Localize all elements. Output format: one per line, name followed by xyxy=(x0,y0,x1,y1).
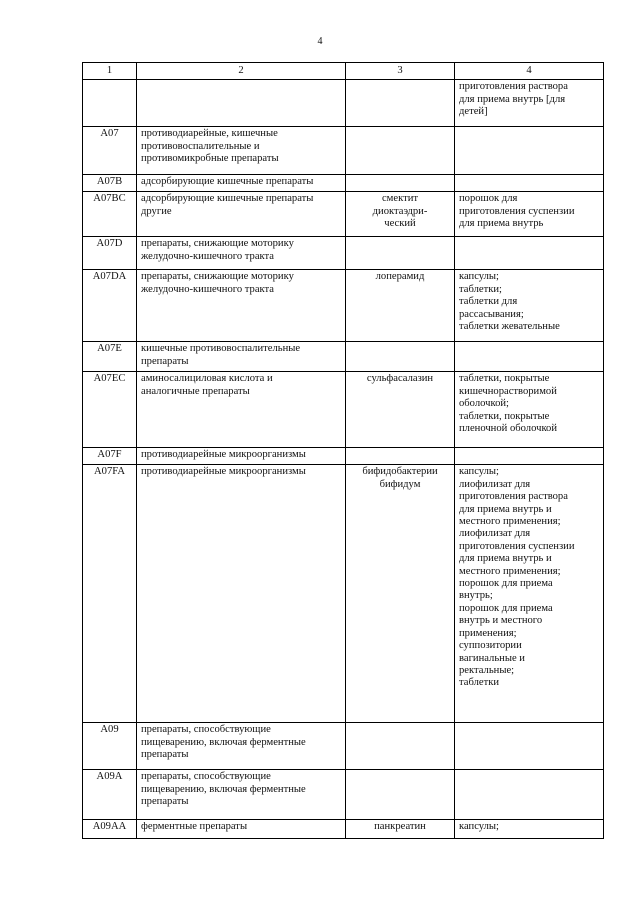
inn-cell xyxy=(346,372,455,448)
forms-cell xyxy=(455,770,604,820)
cell-text-line: вагинальные и xyxy=(459,652,525,664)
cell-text-line: для приема внутрь и xyxy=(459,553,552,565)
cell-text-line: противовоспалительные и xyxy=(141,140,260,152)
name-cell xyxy=(137,342,346,372)
cell-text-line: A09AA xyxy=(92,821,127,833)
cell-text-line: таблетки; xyxy=(459,283,502,295)
cell-text-line: аналогичные препараты xyxy=(141,385,250,397)
forms-cell xyxy=(455,448,604,465)
table-body xyxy=(83,80,604,839)
forms-cell xyxy=(455,237,604,270)
table-row xyxy=(83,270,604,342)
cell-text-line: суппозитории xyxy=(459,640,522,652)
name-cell xyxy=(137,237,346,270)
cell-text-line: лиофилизат для xyxy=(459,478,531,490)
code-cell xyxy=(83,175,137,192)
name-cell xyxy=(137,192,346,237)
cell-text-line: таблетки, покрытые xyxy=(459,373,550,385)
name-cell xyxy=(137,270,346,342)
page-number: 4 xyxy=(317,36,323,47)
inn-cell xyxy=(346,127,455,175)
cell-text-line: лиофилизат для xyxy=(459,528,531,540)
header-cell-2: 2 xyxy=(137,63,346,80)
inn-cell xyxy=(346,723,455,770)
name-cell xyxy=(137,820,346,839)
code-cell xyxy=(83,465,137,723)
cell-text-line: детей] xyxy=(459,106,488,118)
inn-cell xyxy=(346,342,455,372)
code-cell xyxy=(83,192,137,237)
cell-text-line: лоперамид xyxy=(375,271,425,283)
cell-text-line: бифидобактерии xyxy=(362,466,438,478)
table-row xyxy=(83,448,604,465)
cell-text-line: смектит xyxy=(381,193,419,205)
cell-text-line: ческий xyxy=(384,218,416,230)
inn-cell xyxy=(346,770,455,820)
forms-cell xyxy=(455,192,604,237)
table-row xyxy=(83,237,604,270)
cell-text-line: оболочкой; xyxy=(459,398,509,410)
cell-text-line: рассасывания; xyxy=(459,308,524,320)
code-cell xyxy=(83,448,137,465)
cell-text-line: местного применения; xyxy=(459,516,561,528)
cell-text-line: капсулы; xyxy=(459,271,499,283)
name-cell xyxy=(137,127,346,175)
cell-text-line: A07E xyxy=(97,343,122,355)
inn-cell xyxy=(346,465,455,723)
code-cell xyxy=(83,372,137,448)
cell-text-line: желудочно-кишечного тракта xyxy=(141,283,274,295)
inn-cell xyxy=(346,820,455,839)
cell-text-line: пищеварению, включая ферментные xyxy=(141,736,306,748)
forms-cell xyxy=(455,723,604,770)
table-row xyxy=(83,80,604,127)
cell-text-line: сульфасалазин xyxy=(366,373,434,385)
cell-text-line: противомикробные препараты xyxy=(141,153,279,165)
cell-text-line: A07EC xyxy=(93,373,126,385)
code-cell xyxy=(83,237,137,270)
cell-text-line: A07 xyxy=(100,128,119,140)
cell-text-line: желудочно-кишечного тракта xyxy=(141,250,274,262)
cell-text-line: таблетки, покрытые xyxy=(459,410,550,422)
code-cell xyxy=(83,770,137,820)
name-cell xyxy=(137,175,346,192)
cell-text-line: приготовления суспензии xyxy=(459,540,575,552)
inn-cell xyxy=(346,175,455,192)
cell-text-line: A09A xyxy=(96,771,123,783)
cell-text-line: для приема внутрь xyxy=(459,218,544,230)
inn-cell xyxy=(346,270,455,342)
inn-cell xyxy=(346,192,455,237)
header-cell-1: 1 xyxy=(83,63,137,80)
cell-text-line: капсулы; xyxy=(459,821,499,833)
header-cell-4: 4 xyxy=(455,63,604,80)
cell-text-line: кишечнорастворимой xyxy=(459,385,557,397)
cell-text-line: препараты, снижающие моторику xyxy=(141,238,294,250)
table-row xyxy=(83,723,604,770)
cell-text-line: приготовления раствора xyxy=(459,491,568,503)
header-cell-3: 3 xyxy=(346,63,455,80)
cell-text-line: A07DA xyxy=(92,271,127,283)
cell-text-line: приготовления суспензии xyxy=(459,205,575,217)
inn-cell xyxy=(346,237,455,270)
cell-text-line: для приема внутрь [для xyxy=(459,93,566,105)
cell-text-line: диоктаэдри- xyxy=(372,205,428,217)
drug-table xyxy=(82,62,604,839)
table-row xyxy=(83,127,604,175)
table-row xyxy=(83,465,604,723)
cell-text-line: для приема внутрь и xyxy=(459,503,552,515)
cell-text-line: порошок для приема xyxy=(459,602,553,614)
cell-text-line: внутрь и местного xyxy=(459,615,543,627)
cell-text-line: A07F xyxy=(97,449,122,461)
cell-text-line: A07B xyxy=(96,176,123,188)
cell-text-line: препараты xyxy=(141,355,189,367)
cell-text-line: местного применения; xyxy=(459,565,561,577)
cell-text-line: таблетки жевательные xyxy=(459,321,560,333)
name-cell xyxy=(137,372,346,448)
cell-text-line: противодиарейные, кишечные xyxy=(141,128,278,140)
cell-text-line: ферментные препараты xyxy=(141,821,248,833)
code-cell xyxy=(83,820,137,839)
table-row xyxy=(83,372,604,448)
cell-text-line: кишечные противовоспалительные xyxy=(141,343,301,355)
forms-cell xyxy=(455,175,604,192)
cell-text-line: пленочной оболочкой xyxy=(459,423,558,435)
name-cell xyxy=(137,448,346,465)
cell-text-line: препараты xyxy=(141,749,189,761)
table-header-row xyxy=(83,63,604,80)
forms-cell xyxy=(455,342,604,372)
inn-cell xyxy=(346,448,455,465)
code-cell xyxy=(83,270,137,342)
cell-text-line: аминосалициловая кислота и xyxy=(141,373,273,385)
cell-text-line: противодиарейные микроорганизмы xyxy=(141,466,306,478)
cell-text-line: препараты, снижающие моторику xyxy=(141,271,294,283)
forms-cell xyxy=(455,820,604,839)
cell-text-line: другие xyxy=(141,205,172,217)
table-row xyxy=(83,820,604,839)
inn-cell xyxy=(346,80,455,127)
code-cell xyxy=(83,80,137,127)
cell-text-line: таблетки для xyxy=(459,296,518,308)
forms-cell xyxy=(455,270,604,342)
name-cell xyxy=(137,465,346,723)
cell-text-line: A07FA xyxy=(94,466,125,478)
cell-text-line: таблетки xyxy=(459,677,500,689)
code-cell xyxy=(83,342,137,372)
table-row xyxy=(83,192,604,237)
cell-text-line: капсулы; xyxy=(459,466,499,478)
table-row xyxy=(83,342,604,372)
cell-text-line: A07D xyxy=(96,238,123,250)
cell-text-line: применения; xyxy=(459,627,517,639)
cell-text-line: пищеварению, включая ферментные xyxy=(141,783,306,795)
cell-text-line: порошок для приема xyxy=(459,578,553,590)
name-cell xyxy=(137,723,346,770)
cell-text-line: внутрь; xyxy=(459,590,493,602)
cell-text-line: порошок для xyxy=(459,193,518,205)
cell-text-line: противодиарейные микроорганизмы xyxy=(141,449,306,461)
forms-cell xyxy=(455,465,604,723)
cell-text-line: ректальные; xyxy=(459,664,515,676)
cell-text-line: препараты, способствующие xyxy=(141,771,271,783)
cell-text-line: препараты xyxy=(141,796,189,808)
forms-cell xyxy=(455,372,604,448)
cell-text-line: A07BC xyxy=(93,193,126,205)
cell-text-line: адсорбирующие кишечные препараты xyxy=(141,193,314,205)
code-cell xyxy=(83,127,137,175)
forms-cell xyxy=(455,80,604,127)
name-cell xyxy=(137,770,346,820)
forms-cell xyxy=(455,127,604,175)
cell-text-line: препараты, способствующие xyxy=(141,724,271,736)
cell-text-line: адсорбирующие кишечные препараты xyxy=(141,176,314,188)
cell-text-line: панкреатин xyxy=(374,821,426,833)
cell-text-line: A09 xyxy=(100,724,119,736)
name-cell xyxy=(137,80,346,127)
table-row xyxy=(83,175,604,192)
cell-text-line: приготовления раствора xyxy=(459,81,568,93)
cell-text-line: бифидум xyxy=(379,478,421,490)
table-row xyxy=(83,770,604,820)
code-cell xyxy=(83,723,137,770)
